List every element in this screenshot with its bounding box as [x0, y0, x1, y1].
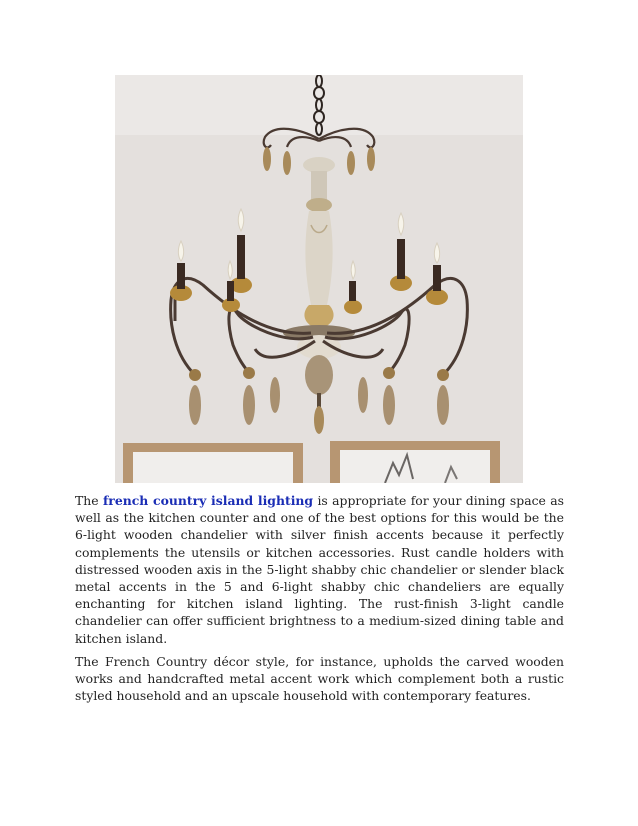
picture-frame-right — [330, 441, 500, 483]
picture-frame-left — [123, 443, 303, 483]
article-text — [75, 492, 564, 710]
paragraph-2: The French Country décor style, for instance, upholds the carved wooden works and handcrafted metal accent work which complement both a rustic styled household and an upscale household with contemporary features. — [75, 653, 564, 704]
french-country-lighting-link[interactable]: french country island lighting — [102, 493, 314, 508]
chandelier-photo — [115, 75, 523, 483]
paragraph-1 — [75, 492, 564, 647]
paragraph-1-intro: The — [75, 493, 103, 508]
ceiling-glow — [115, 75, 523, 135]
paragraph-1-body: is appropriate for your dining space as well as the kitchen counter and one of the best options for this would be the 6-light wooden chandelier with silver finish accents because it perfectly complements the utensils or kitchen accessories. Rust candle holders with distressed wooden axis in the 5-light shabby chic chandelier or slender black metal accents in the 5 and 6-light shabby chic chandeliers are equally enchanting for kitchen island lighting. The rust-finish 3-light candle chandelier can offer sufficient brightness to a medium-sized dining table and kitchen island. — [75, 493, 564, 646]
chandelier-illustration — [115, 75, 523, 483]
